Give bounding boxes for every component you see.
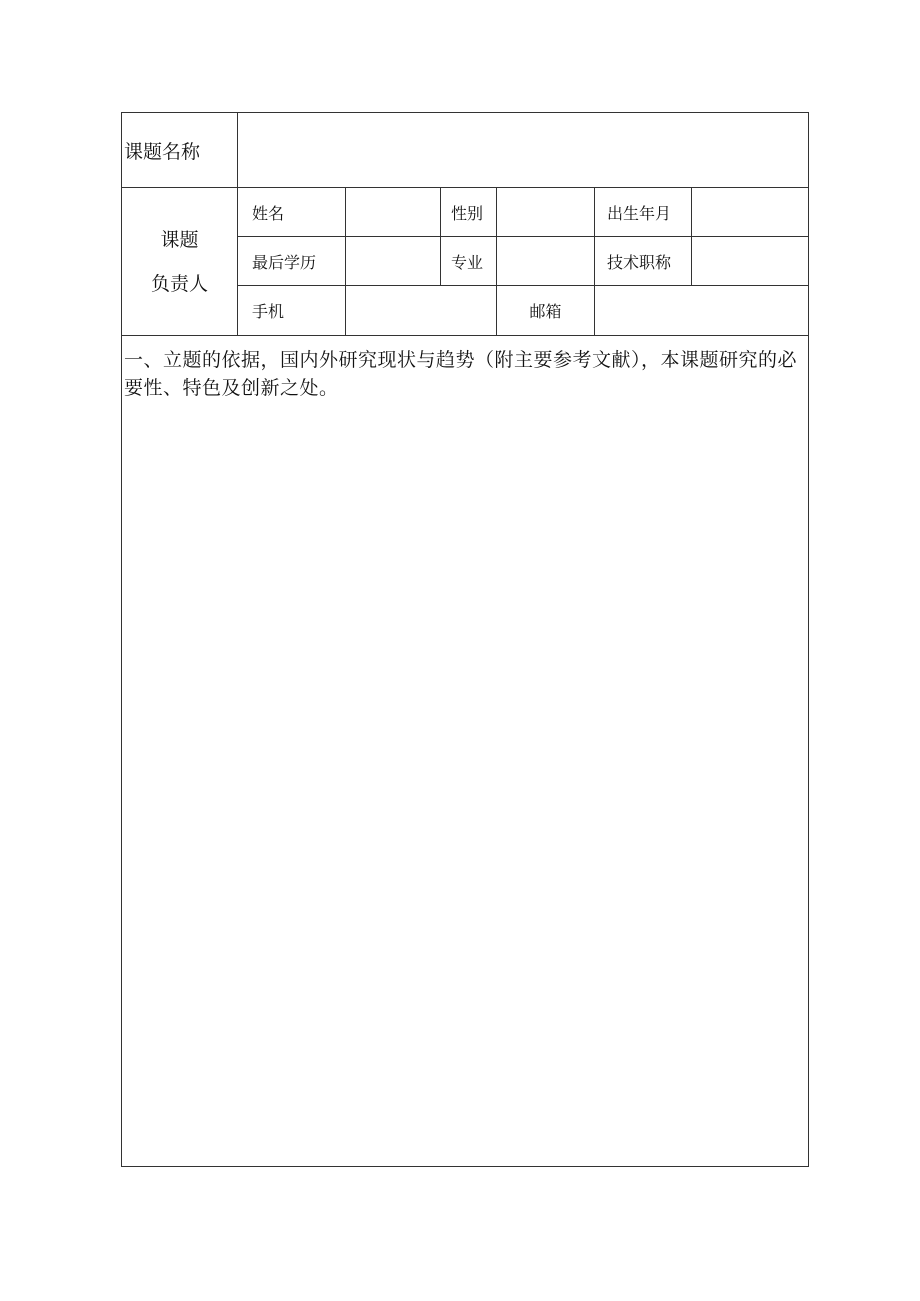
leader-label (122, 188, 238, 336)
email-label: 邮箱 (497, 286, 595, 336)
section1-heading: 一、立题的依据，国内外研究现状与趋势（附主要参考文献），本课题研究的必要性、特色及创新之处。 (124, 349, 798, 399)
section1-cell[interactable] (122, 336, 809, 1167)
application-form-table (121, 112, 809, 1167)
title-field[interactable] (692, 237, 809, 286)
topic-name-field[interactable] (238, 113, 809, 188)
birth-field[interactable] (692, 188, 809, 237)
name-label: 姓名 (238, 188, 346, 237)
phone-label: 手机 (238, 286, 346, 336)
birth-label: 出生年月 (595, 188, 692, 237)
gender-field[interactable] (497, 188, 595, 237)
leader-row-1 (122, 188, 809, 237)
education-label: 最后学历 (238, 237, 346, 286)
leader-label-line1: 课题 (160, 228, 199, 251)
email-field[interactable] (595, 286, 809, 336)
gender-label: 性别 (441, 188, 497, 237)
topic-name-row (122, 113, 809, 188)
major-field[interactable] (497, 237, 595, 286)
major-label: 专业 (441, 237, 497, 286)
name-field[interactable] (346, 188, 441, 237)
leader-label-line2: 负责人 (150, 272, 208, 295)
phone-field[interactable] (346, 286, 497, 336)
section1-row (122, 336, 809, 1167)
topic-name-label: 课题名称 (122, 113, 238, 188)
title-label: 技术职称 (595, 237, 692, 286)
education-field[interactable] (346, 237, 441, 286)
